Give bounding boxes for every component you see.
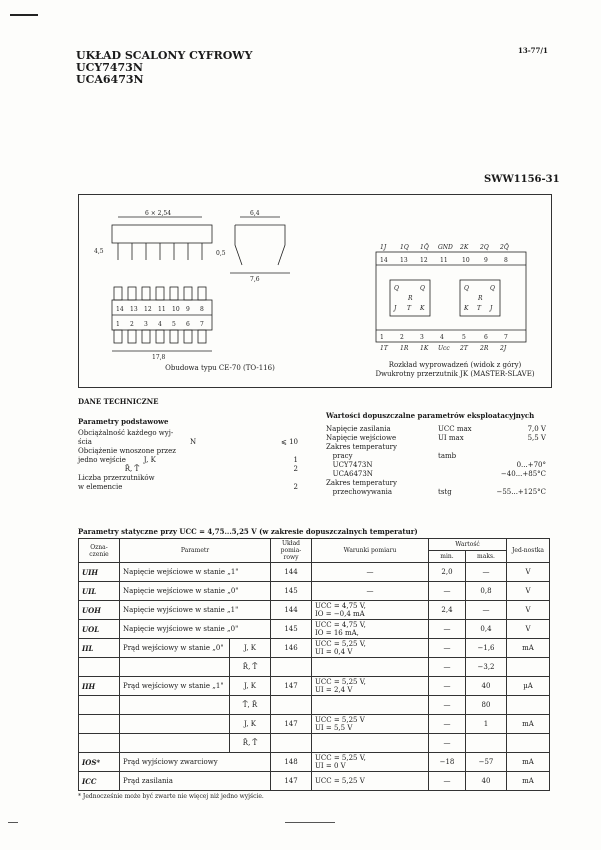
- cell-min: —: [429, 772, 466, 791]
- svg-text:1K: 1K: [420, 345, 429, 352]
- svg-text:12: 12: [144, 306, 152, 313]
- title-line: UCA6473N: [76, 73, 144, 86]
- svg-text:T: T: [477, 305, 482, 312]
- param-row: [78, 447, 298, 456]
- cell-min: —: [429, 658, 466, 677]
- cell-conditions: [312, 715, 429, 734]
- condition-line: —: [366, 568, 374, 576]
- flip-flop-labels: [392, 285, 495, 312]
- param-val: 1: [293, 456, 298, 464]
- cell-sym: UIH: [79, 563, 120, 582]
- package-side-body: [112, 225, 212, 243]
- cell-conditions: [312, 658, 429, 677]
- condition-line: UI = 0 V: [315, 762, 346, 770]
- limit-params: [326, 425, 551, 497]
- param-sym: [190, 447, 246, 456]
- svg-text:2T: 2T: [460, 345, 468, 352]
- param-row: [78, 474, 298, 483]
- param-sym: [190, 429, 246, 438]
- top-pin-numbers: [380, 257, 508, 264]
- param-row: [326, 434, 551, 443]
- param-label: Obciążalność każdego wyj-: [78, 429, 174, 437]
- cell-min: —: [429, 620, 466, 639]
- cell-max: −3,2: [466, 658, 507, 677]
- cell-param: Prąd wejściowy w stanie „1": [120, 677, 230, 696]
- condition-line: UCC = 4,75 V,: [315, 621, 366, 629]
- param-row: [326, 470, 551, 479]
- cell-fig: 147: [271, 772, 312, 791]
- cell-conditions: [312, 582, 429, 601]
- cell-fig: [271, 696, 312, 715]
- svg-text:3: 3: [144, 321, 148, 328]
- svg-text:14: 14: [116, 306, 124, 313]
- param-label: Liczba przerzutników: [78, 474, 155, 482]
- cell-fig: 148: [271, 753, 312, 772]
- table-row: [79, 753, 550, 772]
- table-row: [79, 658, 550, 677]
- cell-max: 0,8: [466, 582, 507, 601]
- cell-unit: V: [507, 620, 550, 639]
- col-max: maks.: [466, 551, 507, 563]
- dim-label: 6 × 2,54: [145, 210, 172, 217]
- svg-text:1Q̄: 1Q̄: [420, 244, 429, 251]
- cell-param: Napięcie wejściowe w stanie „1": [120, 563, 271, 582]
- cell-sym: IIH: [79, 677, 120, 696]
- svg-text:K: K: [420, 305, 425, 312]
- param-row: [78, 456, 298, 465]
- basic-heading: Parametry podstawowe: [78, 417, 169, 426]
- condition-line: —: [366, 587, 374, 595]
- document-title: [76, 50, 253, 86]
- param-sym: [438, 470, 494, 479]
- cell-conditions: [312, 563, 429, 582]
- svg-text:5: 5: [172, 321, 176, 328]
- svg-text:9: 9: [484, 257, 488, 264]
- cell-max: −57: [466, 753, 507, 772]
- svg-text:1: 1: [116, 321, 120, 328]
- cell-min: 2,0: [429, 563, 466, 582]
- cell-conditions: [312, 696, 429, 715]
- condition-line: UCC = 5,25 V,: [315, 678, 366, 686]
- cell-param: Napięcie wyjściowe w stanie „0": [120, 620, 271, 639]
- svg-text:1Q: 1Q: [400, 244, 409, 251]
- cell-fig: 144: [271, 563, 312, 582]
- svg-text:Q: Q: [490, 285, 495, 292]
- cell-max: 1: [466, 715, 507, 734]
- cell-sym: UOL: [79, 620, 120, 639]
- cell-param: [120, 696, 230, 715]
- param-val: [246, 447, 298, 456]
- cell-param: [120, 658, 230, 677]
- side-pins: [118, 243, 202, 260]
- param-sym: tstg: [438, 488, 452, 496]
- svg-text:8: 8: [504, 257, 508, 264]
- cell-fig: [271, 658, 312, 677]
- cell-max: 40: [466, 772, 507, 791]
- svg-text:J: J: [490, 305, 493, 312]
- table-row: [79, 620, 550, 639]
- param-label: ścia: [78, 438, 92, 446]
- cell-sym: [79, 734, 120, 753]
- param-label: jedno wejście J, K: [78, 456, 156, 464]
- cell-sym: [79, 696, 120, 715]
- cell-max: −1,6: [466, 639, 507, 658]
- table-row: [79, 582, 550, 601]
- param-row: [78, 438, 298, 447]
- svg-text:1R: 1R: [400, 345, 409, 352]
- cell-fig: 146: [271, 639, 312, 658]
- cell-min: —: [429, 734, 466, 753]
- param-label: R̄, T̄: [78, 465, 140, 473]
- cell-min: −18: [429, 753, 466, 772]
- cell-conditions: [312, 734, 429, 753]
- cell-param: Napięcie wyjściowe w stanie „1": [120, 601, 271, 620]
- svg-text:T: T: [407, 305, 412, 312]
- svg-text:13: 13: [400, 257, 408, 264]
- svg-text:GND: GND: [438, 244, 453, 251]
- col-conditions: Warunki pomiaru: [312, 539, 429, 563]
- svg-text:2Q̄: 2Q̄: [500, 244, 509, 251]
- dim-label: 6,4: [250, 210, 260, 217]
- cell-unit: µA: [507, 677, 550, 696]
- title-line: UKŁAD SCALONY CYFROWY: [76, 49, 253, 62]
- svg-text:1: 1: [380, 334, 384, 341]
- table-row: [79, 677, 550, 696]
- condition-line: UCC = 4,75 V,: [315, 602, 366, 610]
- margin-mark: [10, 14, 38, 16]
- param-val: [494, 443, 546, 452]
- dim-label: 0,5: [216, 250, 226, 257]
- col-unit: Jed-nostka: [507, 539, 550, 563]
- svg-text:2: 2: [400, 334, 404, 341]
- svg-text:12: 12: [420, 257, 428, 264]
- cell-conditions: [312, 772, 429, 791]
- condition-line: UCC = 5,25 V: [315, 777, 365, 785]
- param-val: −40...+85°C: [500, 470, 546, 478]
- cell-min: —: [429, 639, 466, 658]
- package-caption: Obudowa typu CE-70 (TO-116): [165, 364, 275, 372]
- condition-line: IO = −0,4 mA: [315, 610, 365, 618]
- svg-text:R: R: [408, 295, 413, 302]
- param-row: [78, 483, 298, 492]
- param-sym: tamb: [438, 452, 457, 460]
- cell-param: Prąd zasilania: [120, 772, 271, 791]
- cell-sym: ICC: [79, 772, 120, 791]
- svg-text:7: 7: [504, 334, 508, 341]
- param-label: Zakres temperatury: [326, 479, 397, 487]
- cell-unit: mA: [507, 639, 550, 658]
- param-sym: [190, 474, 246, 483]
- cell-param: Napięcie wejściowe w stanie „0": [120, 582, 271, 601]
- diagram-caption-1: Rozkład wyprowadzeń (widok z góry): [388, 361, 522, 369]
- cell-conditions: [312, 601, 429, 620]
- param-label: przechowywania: [326, 488, 393, 496]
- basic-params: [78, 429, 298, 492]
- param-val: 7,0 V: [527, 425, 546, 433]
- condition-line: UI = 5,5 V: [315, 724, 353, 732]
- condition-line: UI = 0,4 V: [315, 648, 353, 656]
- tech-heading: DANE TECHNICZNE: [78, 397, 159, 406]
- catalog-number: SWW1156-31: [484, 174, 560, 185]
- cell-fig: 147: [271, 677, 312, 696]
- cell-min: 2,4: [429, 601, 466, 620]
- svg-text:8: 8: [200, 306, 204, 313]
- param-row: [78, 465, 298, 474]
- cell-min: —: [429, 677, 466, 696]
- param-sym: [190, 483, 246, 492]
- cell-sub: R̄, T̄: [230, 658, 271, 677]
- param-val: [494, 479, 546, 488]
- svg-text:6: 6: [484, 334, 488, 341]
- title-line: UCY7473N: [76, 61, 143, 74]
- col-param: Parametr: [120, 539, 271, 563]
- param-sym: [190, 465, 246, 474]
- param-label: UCY7473N: [326, 461, 373, 469]
- cell-max: 0,4: [466, 620, 507, 639]
- table-row: [79, 563, 550, 582]
- cell-unit: V: [507, 582, 550, 601]
- param-val: 2: [293, 465, 298, 473]
- param-row: [326, 461, 551, 470]
- cell-fig: [271, 734, 312, 753]
- cell-param: [120, 715, 230, 734]
- param-label: Obciążenie wnoszone przez: [78, 447, 176, 455]
- param-row: [326, 443, 551, 452]
- cell-sub: J, K: [230, 639, 271, 658]
- param-label: pracy: [326, 452, 353, 460]
- cell-unit: V: [507, 601, 550, 620]
- cell-sym: [79, 715, 120, 734]
- cell-unit: [507, 734, 550, 753]
- table-row: [79, 639, 550, 658]
- svg-text:1T: 1T: [380, 345, 388, 352]
- cell-conditions: [312, 753, 429, 772]
- param-row: [78, 429, 298, 438]
- param-val: −55...+125°C: [496, 488, 546, 496]
- cell-fig: 145: [271, 620, 312, 639]
- package-drawing: [90, 205, 310, 365]
- svg-text:K: K: [464, 305, 469, 312]
- cell-unit: mA: [507, 715, 550, 734]
- svg-text:1J: 1J: [380, 244, 387, 251]
- dim-label: 7,6: [250, 276, 260, 283]
- param-val: ⩽ 10: [281, 438, 298, 446]
- cell-min: —: [429, 696, 466, 715]
- condition-line: UCC = 5,25 V,: [315, 640, 366, 648]
- param-row: [326, 488, 551, 497]
- limits-heading: Wartości dopuszczalne parametrów eksploatacyjnych: [326, 411, 535, 420]
- margin-mark: [8, 822, 18, 823]
- svg-text:5: 5: [462, 334, 466, 341]
- svg-text:10: 10: [172, 306, 180, 313]
- condition-line: UI = 2,4 V: [315, 686, 353, 694]
- cell-fig: 147: [271, 715, 312, 734]
- table-caption: Parametry statyczne przy UCC = 4,75...5,25 V (w zakresie dopuszczalnych temperatur): [78, 527, 418, 536]
- param-label: UCA6473N: [326, 470, 373, 478]
- top-pin-labels: [380, 244, 509, 251]
- cell-max: [466, 734, 507, 753]
- param-label: Zakres temperatury: [326, 443, 397, 451]
- svg-text:9: 9: [186, 306, 190, 313]
- condition-line: IO = 16 mA,: [315, 629, 359, 637]
- cell-max: —: [466, 563, 507, 582]
- cell-sym: UOH: [79, 601, 120, 620]
- svg-text:Ucc: Ucc: [438, 345, 450, 352]
- dim-label: 17,8: [152, 354, 166, 361]
- cell-unit: mA: [507, 753, 550, 772]
- cell-sub: J, K: [230, 715, 271, 734]
- param-row: [326, 479, 551, 488]
- svg-text:R: R: [478, 295, 483, 302]
- svg-text:Q: Q: [464, 285, 469, 292]
- cell-sub: T̄, R̄: [230, 696, 271, 715]
- svg-text:Q: Q: [394, 285, 399, 292]
- table-row: [79, 772, 550, 791]
- svg-text:2R: 2R: [480, 345, 489, 352]
- param-sym: [438, 443, 494, 452]
- cell-unit: V: [507, 563, 550, 582]
- table-row: [79, 715, 550, 734]
- condition-line: UCC = 5,25 V: [315, 716, 365, 724]
- svg-text:11: 11: [158, 306, 166, 313]
- param-sym: UI max: [438, 434, 464, 442]
- param-sym: [190, 456, 246, 465]
- param-sym: [438, 461, 494, 470]
- cell-conditions: [312, 677, 429, 696]
- cell-unit: [507, 696, 550, 715]
- svg-text:4: 4: [440, 334, 444, 341]
- cell-sym: UIL: [79, 582, 120, 601]
- cell-fig: 144: [271, 601, 312, 620]
- svg-text:3: 3: [420, 334, 424, 341]
- cell-max: —: [466, 601, 507, 620]
- param-label: Napięcie zasilania: [326, 425, 391, 433]
- col-symbol: Ozna-czenie: [79, 539, 120, 563]
- cell-min: —: [429, 715, 466, 734]
- cell-fig: 145: [271, 582, 312, 601]
- param-val: [494, 452, 546, 461]
- col-min: min.: [429, 551, 466, 563]
- param-row: [326, 452, 551, 461]
- cell-sym: IOS*: [79, 753, 120, 772]
- param-val: [246, 474, 298, 483]
- svg-text:13: 13: [130, 306, 138, 313]
- cell-sym: [79, 658, 120, 677]
- svg-text:2Q: 2Q: [480, 244, 489, 251]
- diagram-caption-2: Dwukrotny przerzutnik JK (MASTER-SLAVE): [375, 370, 535, 378]
- param-val: 2: [293, 483, 298, 491]
- svg-text:6: 6: [186, 321, 190, 328]
- svg-text:2J: 2J: [500, 345, 507, 352]
- static-params-table: [78, 538, 550, 791]
- param-sym: N: [190, 438, 197, 446]
- table-row: [79, 734, 550, 753]
- table-footnote: * Jednocześnie może być zwarte nie więcej niż jedno wyjście.: [78, 793, 264, 800]
- cell-unit: [507, 658, 550, 677]
- cell-param: Prąd wyjściowy zwarciowy: [120, 753, 271, 772]
- svg-text:10: 10: [462, 257, 470, 264]
- cell-conditions: [312, 620, 429, 639]
- svg-text:14: 14: [380, 257, 388, 264]
- svg-text:2: 2: [130, 321, 134, 328]
- margin-mark: [285, 822, 335, 823]
- svg-text:11: 11: [440, 257, 448, 264]
- logic-diagram: [368, 240, 538, 352]
- param-sym: UCC max: [438, 425, 472, 433]
- svg-text:2K: 2K: [460, 244, 469, 251]
- cell-min: —: [429, 582, 466, 601]
- condition-line: UCC = 5,25 V,: [315, 754, 366, 762]
- cell-max: 80: [466, 696, 507, 715]
- svg-text:4: 4: [158, 321, 162, 328]
- col-values: Wartość: [429, 539, 507, 551]
- param-label: Napięcie wejściowe: [326, 434, 397, 442]
- bottom-pin-numbers: [116, 321, 204, 328]
- cell-sym: IIL: [79, 639, 120, 658]
- bottom-pin-labels: [380, 345, 507, 352]
- table-row: [79, 601, 550, 620]
- table-row: [79, 696, 550, 715]
- cell-conditions: [312, 639, 429, 658]
- param-label: w elemencie: [78, 483, 123, 491]
- svg-text:J: J: [394, 305, 397, 312]
- svg-text:Q: Q: [420, 285, 425, 292]
- page-code: 13-77/1: [518, 46, 548, 55]
- param-val: 5,5 V: [527, 434, 546, 442]
- cell-sub: J, K: [230, 677, 271, 696]
- dim-label: 4,5: [94, 248, 104, 255]
- col-fig: Układ pomia-rowy: [271, 539, 312, 563]
- cell-param: Prąd wejściowy w stanie „0": [120, 639, 230, 658]
- param-sym: [438, 479, 494, 488]
- bottom-pin-numbers: [380, 334, 508, 341]
- param-val: 0...+70°: [516, 461, 546, 469]
- param-row: [326, 425, 551, 434]
- cell-param: [120, 734, 230, 753]
- top-pin-numbers: [116, 306, 204, 313]
- svg-text:7: 7: [200, 321, 204, 328]
- param-val: [246, 429, 298, 438]
- cell-sub: R̄, T̄: [230, 734, 271, 753]
- cell-max: 40: [466, 677, 507, 696]
- cell-unit: mA: [507, 772, 550, 791]
